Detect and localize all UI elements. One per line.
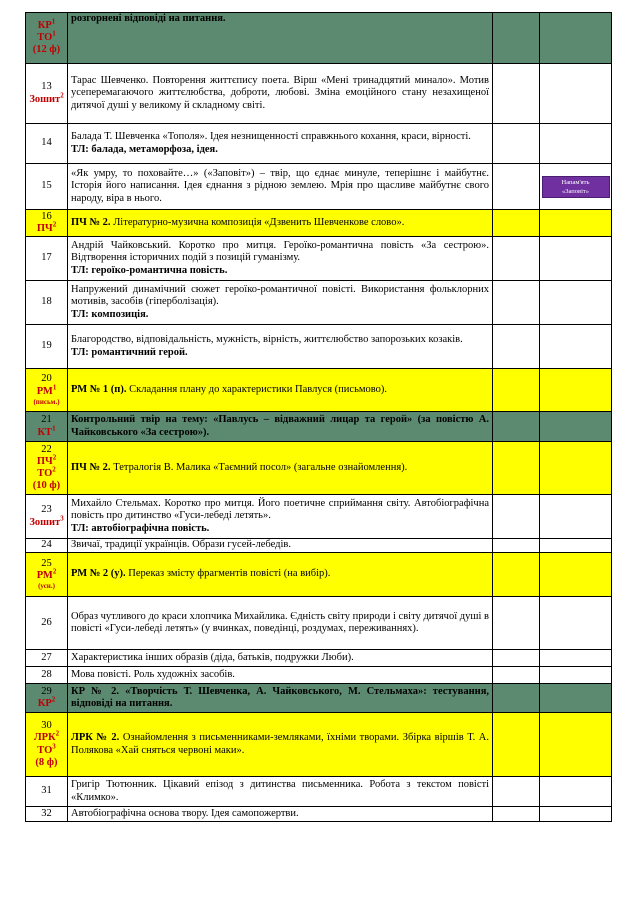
lesson-number-cell: 21 $КТ^1$ [26,412,68,442]
table-row [26,777,612,807]
table-row [26,237,612,281]
table-row [26,210,612,237]
table-row [26,13,612,64]
table-row [26,539,612,553]
table-row [26,807,612,822]
lesson-number-cell: 16 $ПЧ^2$ [26,210,68,237]
theory-note: ТЛ: романтичний герой. [71,346,188,358]
lesson-number-cell: 17 [26,237,68,281]
lesson-topic-cell: Балада Т. Шевченка «Тополя». Ідея незнищенності справжнього кохання, краси, вірності. ТЛ: балада, метаморфоза, ідея. [68,124,493,164]
lesson-topic-cell: Контрольний твір на тему: «Павлусь – відважний лицар та герой» (за повістю А. Чайковського «За сестрою»). [68,412,493,442]
lesson-number-cell: 13 Зошит$^2$ [26,64,68,124]
lesson-number-cell: 31 [26,777,68,807]
theory-note: ТЛ: балада, метаморфоза, ідея. [71,143,218,155]
lesson-number-cell: $КР^1$ $ТО^1$ (12 ф) [26,13,68,64]
theory-note: ТЛ: героїко-романтична повість. [71,264,228,276]
table-row [26,442,612,495]
lesson-topic-cell: «Як умру, то поховайте…» («Заповіт») – твір, що єднає минуле, теперішнє і майбутнє. Історія його написання. Ідея єднання з рідною землею. Мрія про щасливе майбутнє свого народу, віра в нього. [68,164,493,210]
lesson-topic-cell: ЛРК № 2. Ознайомлення з письменниками-земляками, їхніми творами. Збірка віршів Т. А. Полякова «Хай сняться червоні маки». [68,713,493,777]
table-row [26,650,612,667]
table-row [26,713,612,777]
theory-note: ТЛ: композиція. [71,308,149,320]
lesson-number-cell: 29 $КР^2$ [26,684,68,713]
lesson-topic-cell: Андрій Чайковський. Коротко про митця. Героїко-романтична повість «За сестрою». Відтворення історичних подій з позицій гуманізму. ТЛ: героїко-романтична повість. [68,237,493,281]
lesson-number-cell: 18 [26,281,68,325]
lesson-number-cell: 14 [26,124,68,164]
lesson-topic-cell: ПЧ № 2. Тетралогія В. Малика «Таємний посол» (загальне ознайомлення). [68,442,493,495]
table-row [26,667,612,684]
lesson-topic-cell: Мова повісті. Роль художніх засобів. [68,667,493,684]
theory-note: ТЛ: автобіографічна повість. [71,522,210,534]
table-row [26,597,612,650]
lesson-topic-cell: Автобіографічна основа твору. Ідея самопожертви. [68,807,493,822]
lesson-number-cell: 24 [26,539,68,553]
lesson-topic-cell: Благородство, відповідальність, мужність, вірність, життєлюбство запорозьких козаків. ТЛ: романтичний герой. [68,325,493,369]
table-row [26,164,612,210]
lesson-number-cell: 25 $РМ^2$ (усн.) [26,553,68,597]
table-row [26,64,612,124]
lesson-topic-cell: Тарас Шевченко. Повторення життєпису поета. Вірш «Мені тринадцятий минало». Мотив усеперемагаючого життєлюбства, доброти, любові. Зміна емоційного стану незахищеної дитячої душі у великому й складному світі. [68,64,493,124]
lesson-topic-cell: Григір Тютюнник. Цікавий епізод з дитинства письменника. Робота з текстом повісті «Климко». [68,777,493,807]
lesson-topic-cell: Характеристика інших образів (діда, батьків, подружки Люби). [68,650,493,667]
table-row [26,325,612,369]
memorize-badge: Напам'ять «Заповіт» [542,176,610,198]
table-row [26,553,612,597]
lesson-number-cell: 20 $РМ^1$ (письм.) [26,369,68,412]
lesson-number-cell: 30 ЛРК$^2$ $ТО^3$ (8 ф) [26,713,68,777]
lesson-number-cell: 15 [26,164,68,210]
table-row [26,124,612,164]
lesson-number-cell: 26 [26,597,68,650]
lesson-topic-cell: Михайло Стельмах. Коротко про митця. Його поетичне сприймання світу. Автобіографічна повість про дитинство «Гуси-лебеді летять». ТЛ: автобіографічна повість. [68,495,493,539]
lesson-topic-cell: РМ № 1 (п). Складання плану до характеристики Павлуся (письмово). [68,369,493,412]
lesson-number-cell: 19 [26,325,68,369]
table-row [26,684,612,713]
lesson-topic-cell: ПЧ № 2. Літературно-музична композиція «Дзвенить Шевченкове слово». [68,210,493,237]
table-row [26,412,612,442]
table-row [26,281,612,325]
lesson-topic-cell: РМ № 2 (у). Переказ змісту фрагментів повісті (на вибір). [68,553,493,597]
lesson-topic-cell: Звичаї, традиції українців. Образи гусей-лебедів. [68,539,493,553]
lesson-topic-cell: КР № 2. «Творчість Т. Шевченка, А. Чайковського, М. Стельмаха»: тестування, відповіді на питання. [68,684,493,713]
lesson-number-cell: 28 [26,667,68,684]
table-row [26,495,612,539]
lesson-topic-cell: розгорнені відповіді на питання. [68,13,493,64]
lesson-topic-cell: Образ чутливого до краси хлопчика Михайлика. Єдність світу природи і світу дитячої душі в повісті «Гуси-лебеді летять» (у вчинках, поведінці, роздумах, переживаннях). [68,597,493,650]
lesson-number-cell: 32 [26,807,68,822]
lesson-plan-table [25,12,612,822]
lesson-topic-cell: Напружений динамічний сюжет героїко-романтичної повісті. Використання фольклорних мотивів, засобів (гіперболізація). ТЛ: композиція. [68,281,493,325]
lesson-number-cell: 22 $ПЧ^2$ $ТО^2$ (10 ф) [26,442,68,495]
table-row [26,369,612,412]
lesson-number-cell: 23 Зошит$^3$ [26,495,68,539]
lesson-number-cell: 27 [26,650,68,667]
